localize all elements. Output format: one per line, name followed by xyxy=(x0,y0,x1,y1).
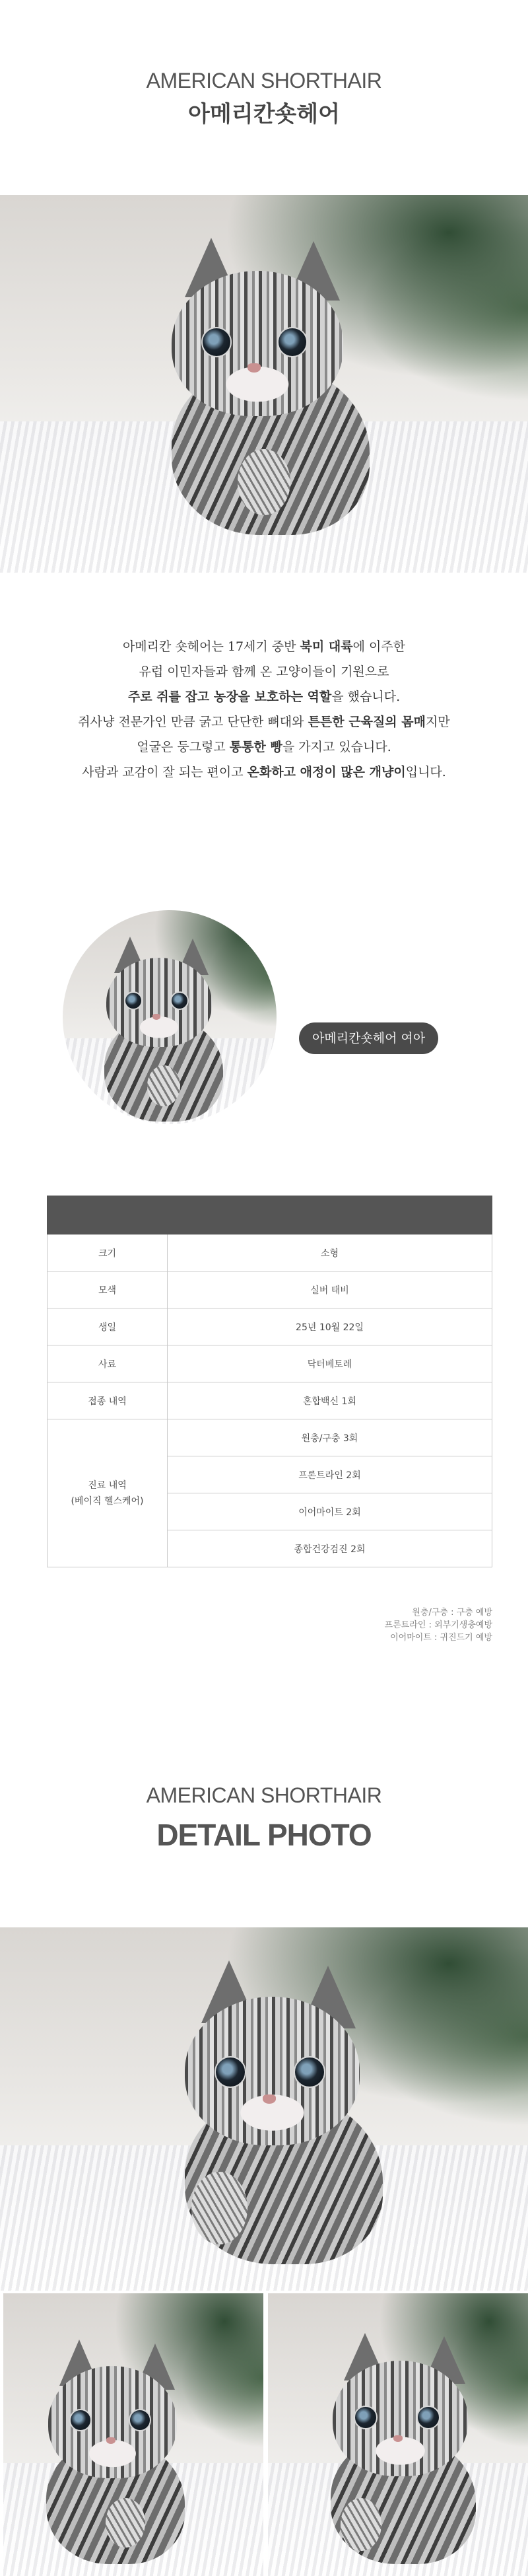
row-label: 크기 xyxy=(48,1234,168,1271)
hero-header xyxy=(0,69,528,128)
description-highlight: 온화하고 애정이 많은 개냥이 xyxy=(247,765,406,779)
description-text: 아메리칸 숏헤어는 17세기 중반 xyxy=(122,639,300,654)
row-value: 소형 xyxy=(168,1234,492,1271)
detail-photo-main xyxy=(0,1927,528,2291)
description-text: 입니다. xyxy=(405,765,446,779)
detail-header xyxy=(0,1783,528,1853)
description-text: 유럽 이민자들과 함께 온 고양이들이 기원으로 xyxy=(139,664,389,679)
breed-title: 아메리칸숏헤어 xyxy=(188,101,340,127)
table-row xyxy=(48,1345,492,1382)
medical-value: 원충/구충 3회 xyxy=(168,1419,492,1456)
description-text: 지만 xyxy=(425,715,450,729)
detail-title: DETAIL PHOTO xyxy=(156,1818,372,1852)
medical-label: 진료 내역 xyxy=(88,1480,127,1491)
table-row xyxy=(48,1308,492,1345)
row-label: 접종 내역 xyxy=(48,1382,168,1419)
row-value: 닥터베토레 xyxy=(168,1345,492,1382)
breed-eyebrow: AMERICAN SHORTHAIR xyxy=(146,69,382,92)
description-line xyxy=(0,734,528,760)
description-highlight: 통통한 빵 xyxy=(229,740,282,754)
footnotes xyxy=(385,1606,492,1644)
table-row xyxy=(48,1234,492,1271)
table-row xyxy=(48,1419,492,1456)
footnote: 프론트라인 : 외부기생충예방 xyxy=(384,1620,492,1630)
table-row xyxy=(48,1382,492,1419)
hero-kitten-photo xyxy=(0,195,528,573)
detail-photo-left xyxy=(3,2293,263,2576)
description-text: 에 이주한 xyxy=(352,639,406,654)
row-label: 모색 xyxy=(48,1271,168,1308)
medical-value: 프론트라인 2회 xyxy=(168,1456,492,1493)
description-highlight: 주로 쥐를 잡고 농장을 보호하는 역할 xyxy=(127,690,332,704)
medical-value: 종합건강검진 2회 xyxy=(168,1530,492,1567)
description-line xyxy=(0,659,528,684)
description-text: 을 가지고 있습니다. xyxy=(282,740,391,754)
description-line xyxy=(0,709,528,734)
table-header-row xyxy=(48,1196,492,1234)
row-label: 사료 xyxy=(48,1345,168,1382)
description-text: 사람과 교감이 잘 되는 편이고 xyxy=(82,765,248,779)
kitten-avatar xyxy=(63,910,277,1124)
footnote: 원충/구충 : 구충 예방 xyxy=(412,1608,492,1618)
kitten-info-table xyxy=(47,1196,492,1567)
description-line xyxy=(0,634,528,659)
medical-value: 이어마이트 2회 xyxy=(168,1493,492,1530)
row-value: 실버 태비 xyxy=(168,1271,492,1308)
description-line xyxy=(0,760,528,785)
description-highlight: 튼튼한 근육질의 몸매 xyxy=(308,715,426,729)
medical-label-cell xyxy=(48,1419,168,1567)
kitten-name-badge: 아메리칸숏헤어 여아 xyxy=(299,1022,438,1054)
row-value: 혼합백신 1회 xyxy=(168,1382,492,1419)
footnote: 이어마이트 : 귀진드기 예방 xyxy=(390,1633,492,1643)
description-highlight: 북미 대륙 xyxy=(300,639,353,654)
description-text: 을 했습니다. xyxy=(331,690,401,704)
row-value: 25년 10월 22일 xyxy=(168,1308,492,1345)
description-text: 쥐사냥 전문가인 만큼 굵고 단단한 뼈대와 xyxy=(78,715,308,729)
detail-eyebrow: AMERICAN SHORTHAIR xyxy=(146,1783,382,1807)
detail-photo-right xyxy=(268,2293,528,2576)
row-label: 생일 xyxy=(48,1308,168,1345)
table-row xyxy=(48,1271,492,1308)
medical-sublabel: (베이직 헬스케어) xyxy=(71,1495,144,1507)
breed-description xyxy=(0,634,528,785)
description-text: 얼굴은 둥그렇고 xyxy=(137,740,230,754)
description-line xyxy=(0,684,528,709)
